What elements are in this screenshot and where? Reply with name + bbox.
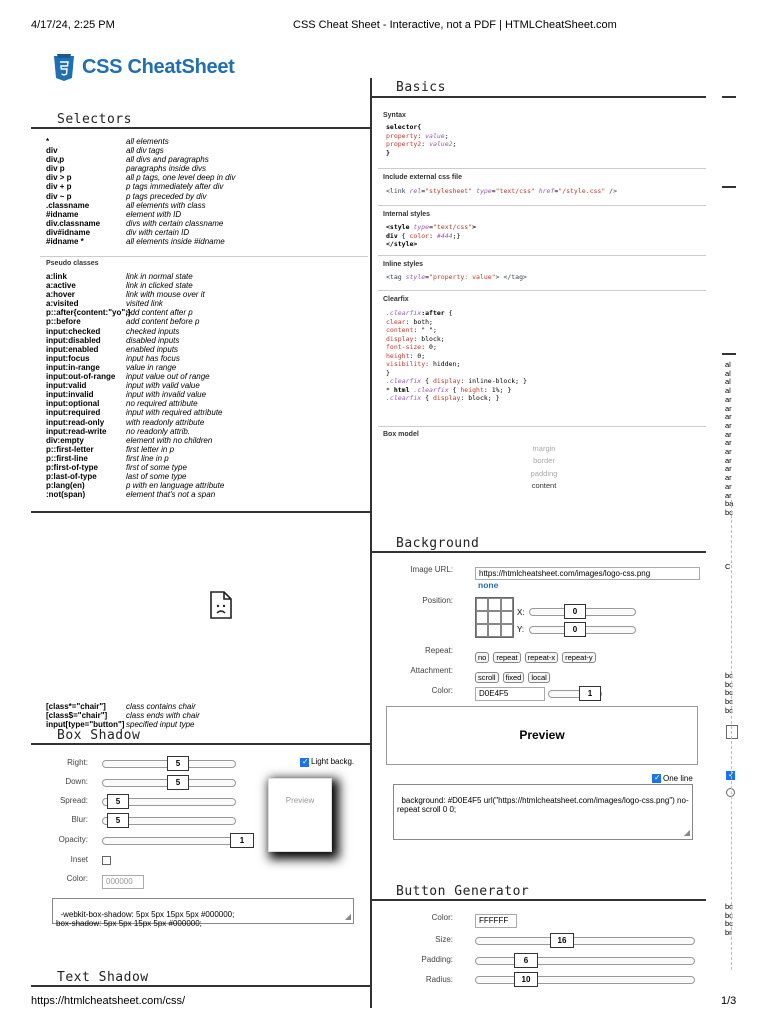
background-preview: Preview: [386, 706, 698, 765]
image-url-input[interactable]: https://htmlcheatsheet.com/images/logo-css.png: [475, 567, 700, 580]
pseudo-class-description: input with valid value: [126, 381, 200, 391]
pseudo-class-row: [46, 299, 366, 308]
selector-row: [46, 201, 366, 210]
print-footer-url: https://htmlcheatsheet.com/css/: [31, 995, 186, 1007]
clipped-text-fragment: al: [725, 377, 731, 387]
shadow-blur-label: Blur:: [71, 815, 88, 824]
shadow-spread-label: Spread:: [59, 796, 88, 805]
attribute-selector-selector: input[type="button"]: [46, 720, 125, 730]
shadow-right-value[interactable]: 5: [167, 756, 189, 771]
syntax-label: Syntax: [383, 112, 406, 119]
box-shadow-preview: Preview: [268, 778, 332, 852]
selectors-table: [46, 137, 366, 246]
position-grid[interactable]: [475, 597, 514, 638]
inline-styles-code: <tag style="property: value"> </tag>: [386, 273, 527, 281]
pseudo-class-selector: p::after{content:"yo";}: [46, 308, 131, 318]
position-grid-cell[interactable]: [501, 611, 513, 624]
clipped-text-fragment: ar: [725, 473, 732, 483]
selector-description: div with certain ID: [126, 227, 190, 237]
position-y-label: Y:: [517, 625, 525, 634]
image-none-link[interactable]: none: [478, 580, 499, 590]
logo-text: CSS CheatSheet: [82, 55, 235, 78]
position-grid-cell[interactable]: [488, 624, 500, 637]
position-grid-cell[interactable]: [476, 598, 488, 611]
inline-styles-label: Inline styles: [383, 261, 424, 268]
btn-padding-slider[interactable]: [475, 957, 695, 965]
position-x-value[interactable]: 0: [564, 604, 586, 619]
pseudo-class-row: [46, 327, 366, 336]
pseudo-class-description: no required attribute: [126, 399, 198, 409]
pseudo-class-row: [46, 281, 366, 290]
clipped-text-fragment: ar: [725, 394, 732, 404]
pseudo-class-row: [46, 336, 366, 345]
repeat-label: Repeat:: [424, 646, 453, 655]
pseudo-class-selector: input:optional: [46, 399, 100, 409]
image-url-label: Image URL:: [410, 565, 453, 574]
btn-color-input[interactable]: FFFFFF: [475, 914, 517, 928]
clipped-text-fragment: bc: [725, 688, 733, 698]
btn-radius-value[interactable]: 10: [514, 972, 538, 987]
resize-grip-icon[interactable]: ◢: [683, 828, 690, 837]
repeat-repeat-button[interactable]: repeat: [493, 652, 520, 663]
btn-size-value[interactable]: 16: [550, 933, 574, 948]
btn-size-slider[interactable]: [475, 937, 695, 945]
box-shadow-title: Box Shadow: [57, 728, 141, 743]
selector-description: paragraphs inside divs: [126, 164, 207, 174]
selector-description: all elements inside #idname: [126, 237, 225, 247]
pseudo-class-selector: input:read-only: [46, 417, 105, 427]
print-datetime: 4/17/24, 2:25 PM: [31, 19, 115, 31]
pseudo-class-selector: input:checked: [46, 326, 101, 336]
btn-radius-label: Radius:: [425, 975, 453, 984]
pseudo-classes-table: [46, 272, 366, 510]
selector-selector: div + p: [46, 182, 72, 192]
site-logo[interactable]: [52, 52, 235, 82]
attachment-label: Attachment:: [410, 666, 453, 675]
pseudo-class-description: add content after p: [126, 308, 193, 318]
broken-image-icon: [208, 590, 234, 625]
pseudo-class-description: checked inputs: [126, 326, 180, 336]
pseudo-class-description: add content before p: [126, 317, 200, 327]
pseudo-class-row: [46, 445, 366, 454]
pseudo-class-selector: a:link: [46, 272, 67, 281]
attribute-selector-description: class contains chair: [126, 702, 196, 711]
position-x-label: X:: [517, 608, 525, 617]
pseudo-class-row: [46, 436, 366, 445]
selector-description: p tags immediately after div: [126, 182, 224, 192]
pseudo-class-description: first of some type: [126, 462, 187, 472]
pseudo-class-selector: input:required: [46, 408, 101, 418]
pseudo-class-description: link with mouse over it: [126, 290, 205, 300]
selector-row: [46, 192, 366, 201]
pseudo-class-row: [46, 427, 366, 436]
selector-row: [46, 164, 366, 173]
clipped-column-c: C: [725, 562, 731, 571]
pseudo-class-row: [46, 345, 366, 354]
print-footer-page: 1/3: [721, 995, 737, 1007]
pseudo-class-selector: p::first-line: [46, 453, 88, 463]
selectors-title: Selectors: [57, 112, 132, 127]
box-model-label: Box model: [383, 431, 419, 438]
shadow-inset-label: Inset: [70, 855, 88, 864]
pseudo-class-description: input with invalid value: [126, 390, 207, 400]
position-x-slider[interactable]: [529, 608, 636, 616]
internal-styles-code: <style type="text/css"> div { color: #444;} </style>: [386, 223, 477, 248]
selector-selector: *: [46, 137, 50, 146]
pseudo-classes-title: Pseudo classes: [46, 260, 99, 267]
clipped-text-fragment: ba: [725, 499, 734, 509]
btn-padding-value[interactable]: 6: [514, 953, 538, 968]
clipped-text-fragment: ar: [725, 420, 732, 430]
btn-padding-label: Padding:: [421, 955, 453, 964]
selector-row: [46, 228, 366, 237]
selector-row: [46, 182, 366, 191]
position-grid-cell[interactable]: [488, 611, 500, 624]
pseudo-class-row: [46, 454, 366, 463]
pseudo-class-row: [46, 354, 366, 363]
selector-selector: div,p: [46, 155, 65, 165]
background-title: Background: [396, 536, 480, 551]
clipped-text-fragment: al: [725, 386, 731, 396]
shadow-color-label: Color:: [66, 874, 88, 883]
clipped-text-fragment: bc: [725, 507, 733, 517]
clipped-text-fragment: ar: [725, 464, 732, 474]
repeat-y-button[interactable]: repeat-y: [562, 652, 596, 663]
pseudo-class-selector: input:out-of-range: [46, 372, 116, 382]
pseudo-class-description: enabled inputs: [126, 344, 179, 354]
pseudo-class-description: input value out of range: [126, 372, 210, 382]
pseudo-class-selector: p:first-of-type: [46, 462, 98, 472]
selector-selector: div ~ p: [46, 191, 72, 201]
shadow-inset-checkbox[interactable]: [102, 856, 111, 865]
bg-color-input[interactable]: D0E4F5: [475, 687, 545, 701]
attachment-fixed-button[interactable]: fixed: [503, 672, 525, 683]
box-model-diagram: [500, 443, 588, 492]
pseudo-class-description: link in clicked state: [126, 281, 193, 291]
shadow-color-input[interactable]: 000000: [102, 875, 144, 889]
bg-color-slider[interactable]: [548, 690, 602, 698]
selector-selector: #idname: [46, 209, 79, 219]
attribute-selector-row: [46, 702, 366, 711]
clipped-text-fragment: ar: [725, 481, 732, 491]
pseudo-class-selector: input:focus: [46, 353, 90, 363]
clipped-text-fragment: bc: [725, 679, 733, 689]
print-page-title: CSS Cheat Sheet - Interactive, not a PDF | HTMLCheatSheet.com: [293, 19, 617, 31]
one-line-checkbox[interactable]: [652, 774, 661, 783]
attribute-selector-row: [46, 711, 366, 720]
pseudo-class-row: [46, 308, 366, 317]
shadow-spread-slider[interactable]: [102, 798, 236, 806]
selector-selector: div.classname: [46, 218, 101, 228]
pseudo-class-selector: input:invalid: [46, 390, 94, 400]
selector-row: [46, 155, 366, 164]
repeat-options: [475, 647, 600, 665]
selector-selector: #idname *: [46, 237, 84, 247]
shadow-opacity-label: Opacity:: [58, 835, 88, 844]
selector-row: [46, 173, 366, 182]
shadow-opacity-slider[interactable]: [102, 837, 254, 845]
btn-size-label: Size:: [435, 935, 453, 944]
selector-selector: div > p: [46, 173, 72, 183]
include-external-label: Include external css file: [383, 174, 462, 181]
pseudo-class-description: no readonly attrib.: [126, 426, 191, 436]
position-grid-cell[interactable]: [501, 598, 513, 611]
include-external-code: <link rel="stylesheet" type="text/css" href="/style.css" />: [386, 187, 617, 195]
shadow-blur-value[interactable]: 5: [107, 813, 129, 828]
clipped-text-fragment: al: [725, 368, 731, 378]
box-model-content: content: [531, 480, 557, 490]
pseudo-class-selector: div:empty: [46, 435, 84, 445]
pseudo-class-description: link in normal state: [126, 272, 193, 281]
clearfix-code: .clearfix:after { clear: both; content: " "; display: block; font-size: 0; height: 0; visibility: hidden; } .clearfix { display: inline-block; } * html .clearfix { height: 1%; } .clearfix { display: block; }: [386, 309, 527, 402]
resize-grip-icon[interactable]: ◢: [344, 912, 351, 921]
selector-selector: div#idname: [46, 227, 91, 237]
repeat-x-button[interactable]: repeat-x: [525, 652, 559, 663]
clipped-text-fragment: ar: [725, 447, 732, 457]
pseudo-class-row: [46, 490, 366, 499]
pseudo-class-description: last of some type: [126, 472, 187, 482]
attribute-selector-description: class ends with chair: [126, 711, 200, 721]
pseudo-class-selector: input:valid: [46, 381, 87, 391]
clipped-text-fragment: ar: [725, 455, 732, 465]
pseudo-class-row: [46, 363, 366, 372]
position-grid-cell[interactable]: [501, 624, 513, 637]
attachment-options: [475, 667, 554, 685]
selector-description: all divs and paragraphs: [126, 155, 209, 165]
background-code: background: #D0E4F5 url("https://htmlcheatsheet.com/images/logo-css.png") no-repeat scroll 0 0;: [397, 796, 689, 814]
pseudo-class-selector: :not(span): [46, 490, 86, 500]
box-model-border: border: [533, 456, 555, 466]
pseudo-class-row: [46, 390, 366, 399]
clipped-text-fragment: al: [725, 360, 731, 369]
pseudo-class-row: [46, 418, 366, 427]
attribute-selector-description: specified input type: [126, 720, 195, 730]
clipped-text-fragment: ar: [725, 403, 732, 413]
pseudo-class-selector: p::first-letter: [46, 444, 94, 454]
btn-radius-slider[interactable]: [475, 976, 695, 984]
pseudo-class-selector: input:disabled: [46, 335, 101, 345]
clipped-text-fragment: bc: [725, 671, 733, 680]
basics-title: Basics: [396, 80, 446, 95]
clipped-text-fragment: bc: [725, 919, 733, 929]
button-generator-title: Button Generator: [396, 884, 530, 899]
position-grid-cell[interactable]: [488, 598, 500, 611]
selector-row: [46, 237, 366, 246]
position-y-slider[interactable]: [529, 626, 636, 634]
light-background-checkbox[interactable]: [300, 758, 309, 767]
pseudo-class-row: [46, 408, 366, 417]
bg-color-slider-value[interactable]: 1: [579, 686, 601, 701]
pseudo-class-row: [46, 399, 366, 408]
css-shield-icon: [52, 52, 76, 82]
box-model-padding: padding: [530, 468, 558, 478]
clipped-input[interactable]: [726, 725, 738, 739]
clipped-text-fragment: ar: [725, 490, 732, 500]
pseudo-class-row: [46, 272, 366, 281]
attribute-selectors-table: [46, 702, 366, 729]
pseudo-class-description: p with en language attribute: [126, 481, 225, 491]
pseudo-class-selector: input:enabled: [46, 344, 99, 354]
clipped-text-fragment: bc: [725, 902, 733, 911]
shadow-down-slider[interactable]: [102, 779, 236, 787]
pseudo-class-description: input with required attribute: [126, 408, 223, 418]
pseudo-class-description: disabled inputs: [126, 335, 180, 345]
clipped-text-fragment: ar: [725, 429, 732, 439]
attachment-scroll-button[interactable]: scroll: [475, 672, 499, 683]
box-model-margin: margin: [532, 444, 556, 453]
selector-selector: div: [46, 146, 58, 156]
shadow-spread-value[interactable]: 5: [107, 794, 129, 809]
pseudo-class-description: with readonly attribute: [126, 417, 205, 427]
box-shadow-output[interactable]: [52, 898, 354, 928]
clipped-column-fragment-1: [725, 361, 733, 518]
pseudo-class-row: [46, 381, 366, 390]
internal-styles-label: Internal styles: [383, 211, 431, 218]
selector-description: all p tags, one level deep in div: [126, 173, 236, 183]
pseudo-class-description: first line in p: [126, 453, 169, 463]
selector-selector: div p: [46, 164, 65, 174]
clipped-text-fragment: bc: [725, 697, 733, 707]
pseudo-class-selector: p:last-of-type: [46, 472, 97, 482]
selector-selector: .classname: [46, 200, 90, 210]
selector-description: all elements: [126, 137, 169, 146]
selector-description: element with ID: [126, 209, 182, 219]
pseudo-class-description: visited link: [126, 299, 163, 309]
selector-description: p tags preceded by div: [126, 191, 207, 201]
position-grid-cell[interactable]: [476, 624, 488, 637]
selector-description: all elements with class: [126, 200, 206, 210]
position-grid-cell[interactable]: [476, 611, 488, 624]
pseudo-class-description: first letter in p: [126, 444, 175, 454]
selector-row: [46, 137, 366, 146]
position-label: Position:: [422, 596, 453, 605]
attachment-local-button[interactable]: local: [528, 672, 549, 683]
repeat-no-button[interactable]: no: [475, 652, 489, 663]
pseudo-class-description: value in range: [126, 362, 177, 372]
attribute-selector-selector: [class$="chair"]: [46, 711, 108, 721]
pseudo-class-description: element with no children: [126, 435, 213, 445]
pseudo-class-row: [46, 290, 366, 299]
pseudo-class-selector: p:lang(en): [46, 481, 85, 491]
selector-row: [46, 210, 366, 219]
pseudo-class-row: [46, 372, 366, 381]
pseudo-class-selector: input:in-range: [46, 362, 100, 372]
clipped-text-fragment: bc: [725, 910, 733, 920]
clipped-text-fragment: bc: [725, 705, 733, 715]
attribute-selector-selector: [class*="chair"]: [46, 702, 106, 711]
pseudo-class-description: element that's not a span: [126, 490, 216, 500]
shadow-down-label: Down:: [65, 777, 88, 786]
background-output[interactable]: [393, 784, 693, 840]
selector-row: [46, 146, 366, 155]
position-y-value[interactable]: 0: [564, 622, 586, 637]
shadow-opacity-value[interactable]: 1: [230, 833, 254, 848]
shadow-right-slider[interactable]: [102, 760, 236, 768]
light-background-label: Light backg.: [311, 757, 355, 766]
clipped-text-fragment: br: [725, 928, 732, 938]
box-shadow-code: -webkit-box-shadow: 5px 5px 15px 5px #000000; box-shadow: 5px 5px 15px 5px #000000;: [56, 910, 235, 928]
bg-color-label: Color:: [431, 686, 453, 695]
pseudo-class-row: [46, 317, 366, 326]
clipped-text-fragment: ar: [725, 412, 732, 422]
text-shadow-title: Text Shadow: [57, 970, 149, 985]
pseudo-class-selector: a:active: [46, 281, 76, 291]
pseudo-class-selector: a:hover: [46, 290, 75, 300]
one-line-label: One line: [663, 774, 693, 783]
clipped-text-fragment: ar: [725, 438, 732, 448]
syntax-code: selector{ property: value; property2: value2; }: [386, 123, 457, 157]
pseudo-class-description: input has focus: [126, 353, 180, 363]
pseudo-class-row: [46, 481, 366, 490]
selector-description: all div tags: [126, 146, 164, 156]
clearfix-label: Clearfix: [383, 296, 409, 303]
shadow-blur-slider[interactable]: [102, 817, 236, 825]
pseudo-class-row: [46, 472, 366, 481]
shadow-down-value[interactable]: 5: [167, 775, 189, 790]
selector-description: divs with certain classname: [126, 218, 224, 228]
pseudo-class-selector: p::before: [46, 317, 81, 327]
pseudo-class-row: [46, 463, 366, 472]
btn-color-label: Color:: [431, 913, 453, 922]
pseudo-class-selector: a:visited: [46, 299, 79, 309]
pseudo-class-selector: input:read-write: [46, 426, 107, 436]
selector-row: [46, 219, 366, 228]
shadow-right-label: Right:: [67, 758, 88, 767]
